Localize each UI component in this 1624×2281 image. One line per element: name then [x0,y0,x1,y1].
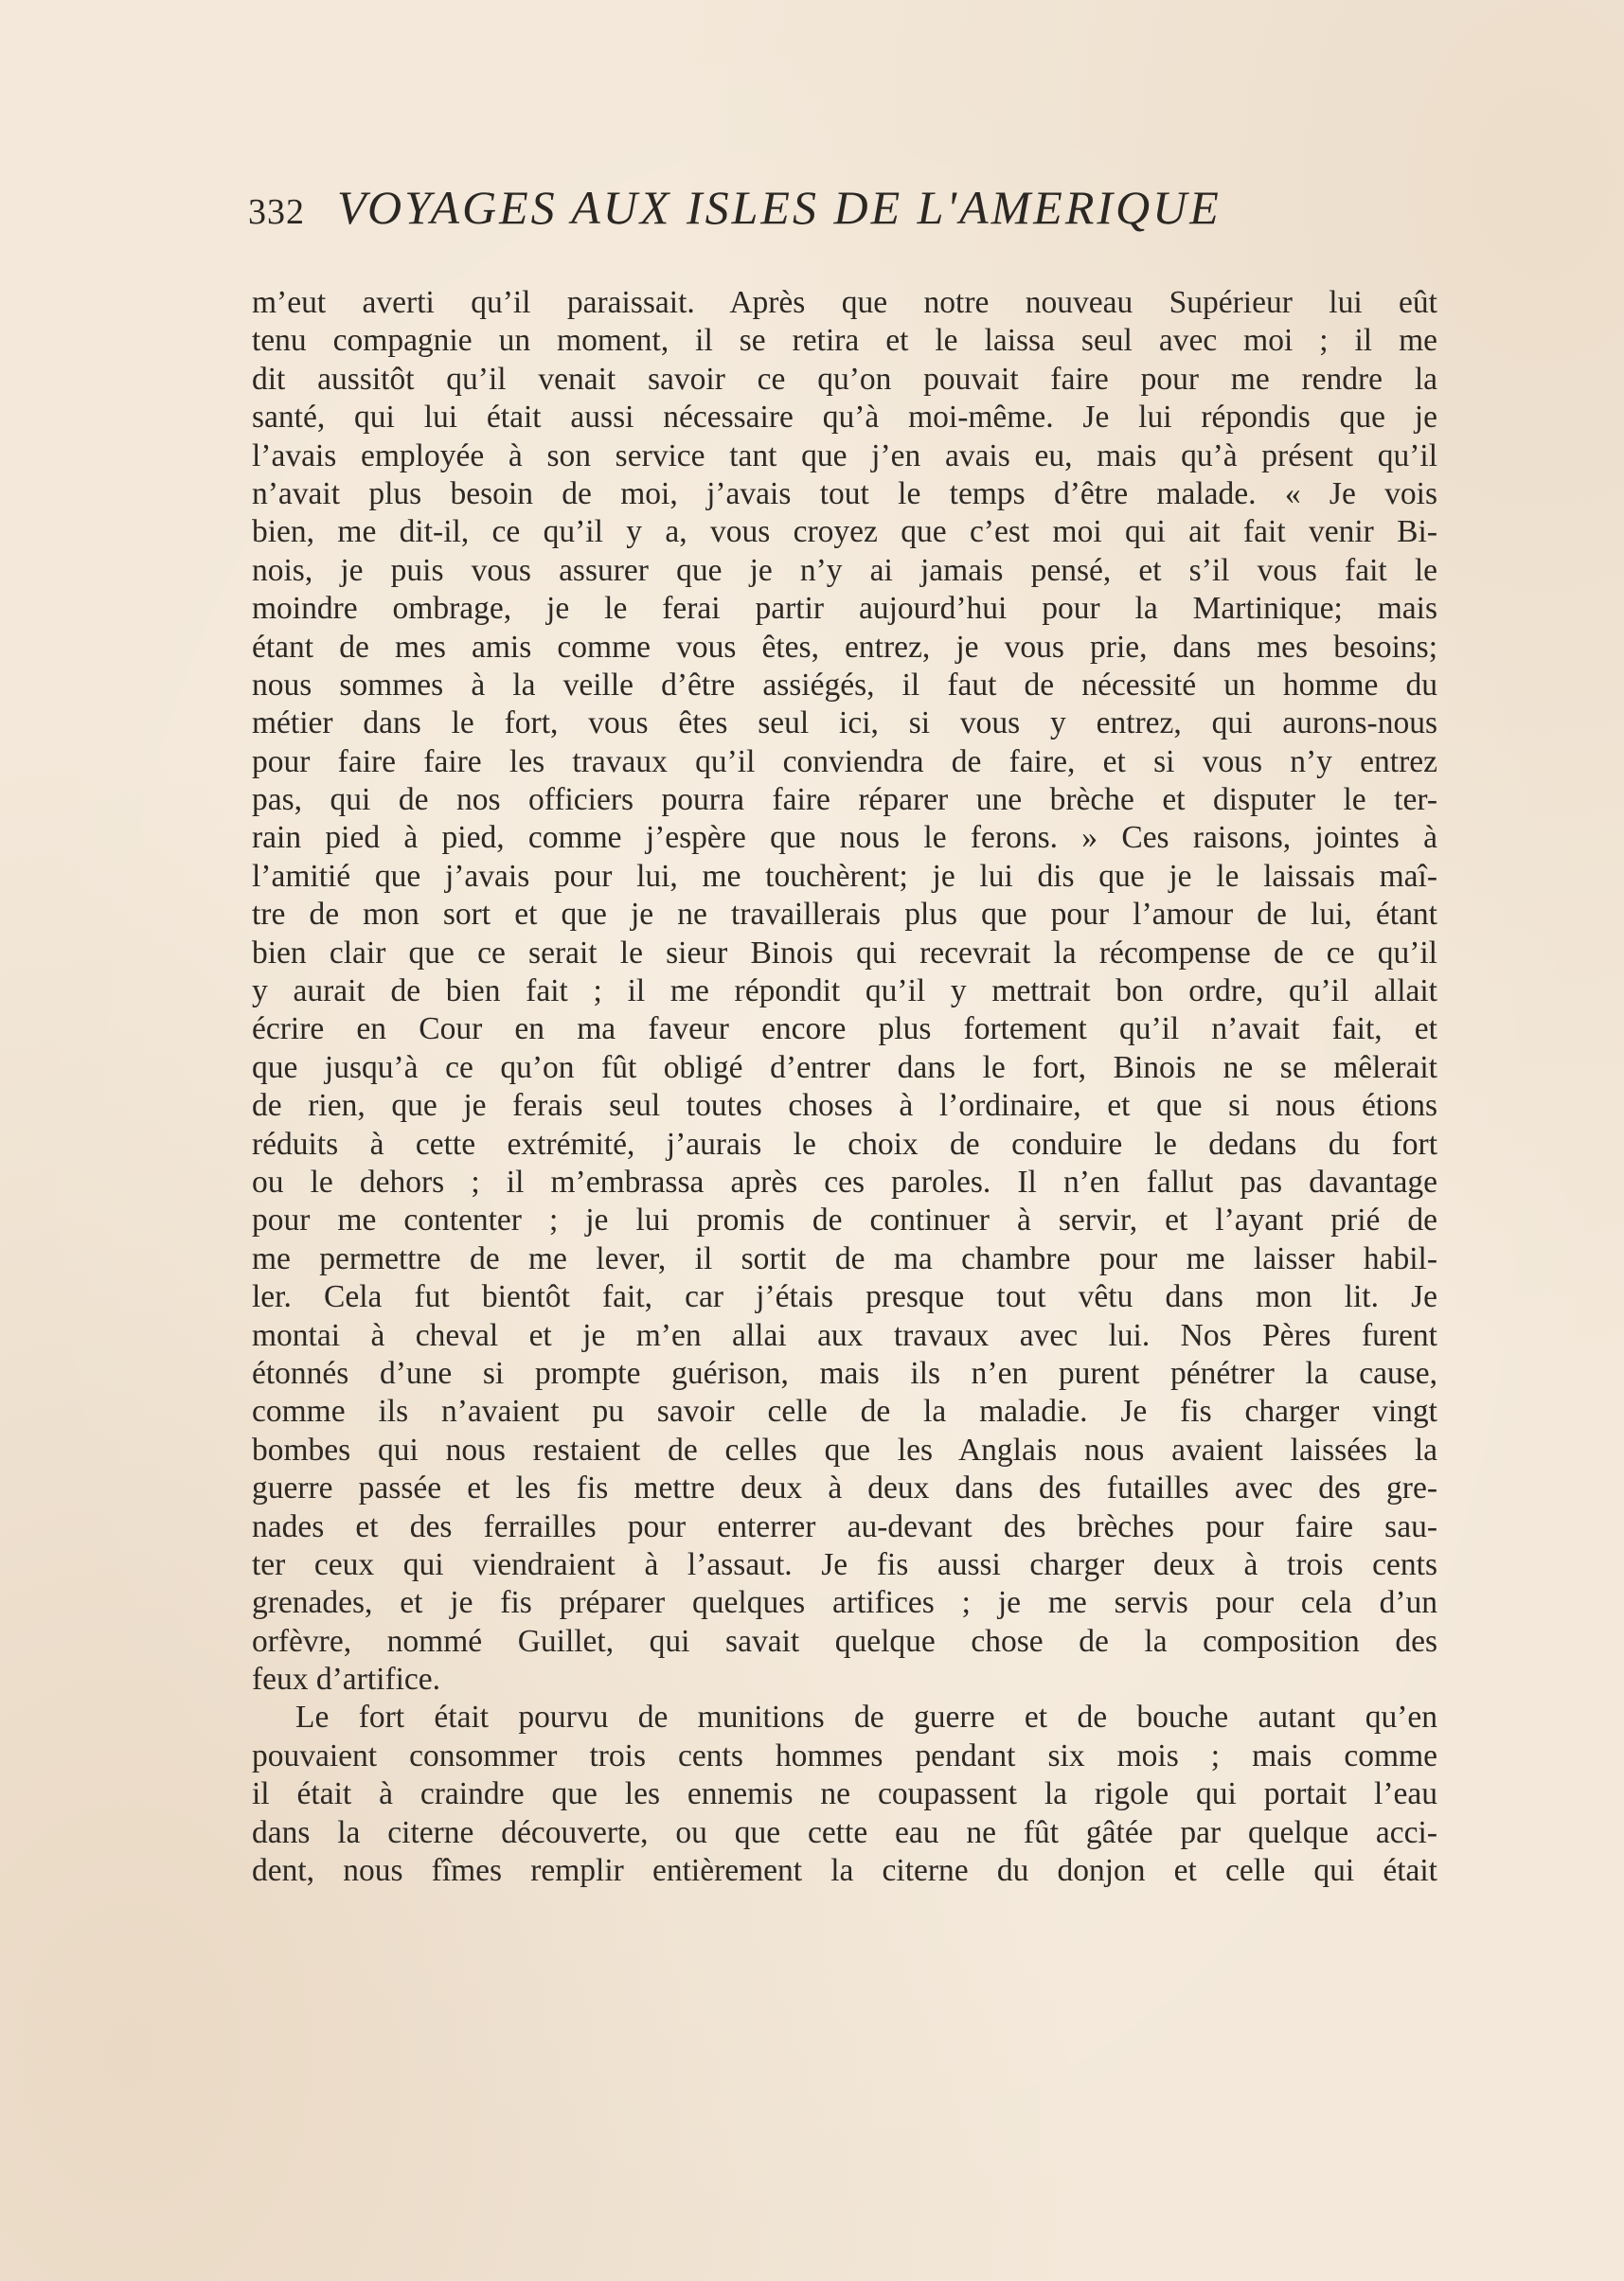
text-line: rain pied à pied, comme j’espère que nous le ferons. » Ces raisons, jointes à [252,820,1437,856]
text-line: y aurait de bien fait ; il me répondit qu’il y mettrait bon ordre, qu’il allait [252,973,1437,1009]
text-line: dent, nous fîmes remplir entièrement la citerne du donjon et celle qui était [252,1853,1437,1889]
text-line: ou le dehors ; il m’embrassa après ces paroles. Il n’en fallut pas davantage [252,1164,1437,1200]
text-line: nades et des ferrailles pour enterrer au-devant des brèches pour faire sau- [252,1508,1437,1544]
text-line: pouvaient consommer trois cents hommes pendant six mois ; mais comme [252,1737,1437,1773]
text-line: l’amitié que j’avais pour lui, me touchèrent; je lui dis que je le laissais maî- [252,858,1437,894]
text-line: me permettre de me lever, il sortit de ma chambre pour me laisser habil- [252,1240,1437,1276]
text-line: écrire en Cour en ma faveur encore plus fortement qu’il n’avait fait, et [252,1011,1437,1047]
text-line: dans la citerne découverte, ou que cette eau ne fût gâtée par quelque acci- [252,1814,1437,1850]
text-line: bombes qui nous restaient de celles que les Anglais nous avaient laissées la [252,1432,1437,1468]
text-line: il était à craindre que les ennemis ne coupassent la rigole qui portait l’eau [252,1776,1437,1812]
text-line: pour faire faire les travaux qu’il conviendra de faire, et si vous n’y entrez [252,743,1437,779]
text-line: de rien, que je ferais seul toutes choses à l’ordinaire, et que si nous étions [252,1088,1437,1124]
text-line: montai à cheval et je m’en allai aux travaux avec lui. Nos Pères furent [252,1317,1437,1353]
text-line: l’avais employée à son service tant que j’en avais eu, mais qu’à présent qu’il [252,437,1437,473]
running-head [248,180,1441,246]
text-line-paragraph-end: feux d’artifice. [252,1662,441,1698]
text-line: réduits à cette extrémité, j’aurais le choix de conduire le dedans du fort [252,1126,1437,1162]
book-title: VOYAGES AUX ISLES DE L'AMERIQUE [337,181,1222,234]
text-line: bien, me dit-il, ce qu’il y a, vous croyez que c’est moi qui ait fait venir Bi- [252,514,1437,550]
text-line: guerre passée et les fis mettre deux à deux dans des futailles avec des gre- [252,1470,1437,1506]
text-line: métier dans le fort, vous êtes seul ici, si vous y entrez, qui aurons-nous [252,705,1437,741]
text-line: tenu compagnie un moment, il se retira et le laissa seul avec moi ; il me [252,323,1437,359]
text-line: ter ceux qui viendraient à l’assaut. Je fis aussi charger deux à trois cents [252,1546,1437,1582]
text-line: bien clair que ce serait le sieur Binois qui recevrait la récompense de ce qu’il [252,935,1437,971]
text-line: nois, je puis vous assurer que je n’y ai jamais pensé, et s’il vous fait le [252,552,1437,588]
text-line: nous sommes à la veille d’être assiégés, il faut de nécessité un homme du [252,667,1437,703]
text-line: ler. Cela fut bientôt fait, car j’étais presque tout vêtu dans mon lit. Je [252,1279,1437,1315]
text-line: orfèvre, nommé Guillet, qui savait quelque chose de la composition des [252,1623,1437,1659]
text-line: moindre ombrage, je le ferai partir aujourd’hui pour la Martinique; mais [252,591,1437,627]
text-line: tre de mon sort et que je ne travaillerais plus que pour l’amour de lui, étant [252,897,1437,933]
text-line: étant de mes amis comme vous êtes, entrez, je vous prie, dans mes besoins; [252,629,1437,665]
text-line: comme ils n’avaient pu savoir celle de la maladie. Je fis charger vingt [252,1394,1437,1430]
text-line: n’avait plus besoin de moi, j’avais tout le temps d’être malade. « Je vois [252,475,1437,511]
text-line: étonnés d’une si prompte guérison, mais ils n’en purent pénétrer la cause, [252,1355,1437,1391]
text-line-paragraph-start: Le fort était pourvu de munitions de guerre et de bouche autant qu’en [295,1700,1437,1736]
page-number: 332 [248,192,305,232]
text-line: m’eut averti qu’il paraissait. Après que notre nouveau Supérieur lui eût [252,285,1437,320]
text-line: dit aussitôt qu’il venait savoir ce qu’on pouvait faire pour me rendre la [252,361,1437,397]
text-line: grenades, et je fis préparer quelques artifices ; je me servis pour cela d’un [252,1585,1437,1621]
text-line: pour me contenter ; je lui promis de continuer à servir, et l’ayant prié de [252,1203,1437,1239]
text-line: santé, qui lui était aussi nécessaire qu’à moi-même. Je lui répondis que je [252,400,1437,436]
body-text [252,284,1437,1890]
text-line: pas, qui de nos officiers pourra faire réparer une brèche et disputer le ter- [252,782,1437,818]
text-line: que jusqu’à ce qu’on fût obligé d’entrer dans le fort, Binois ne se mêlerait [252,1049,1437,1085]
